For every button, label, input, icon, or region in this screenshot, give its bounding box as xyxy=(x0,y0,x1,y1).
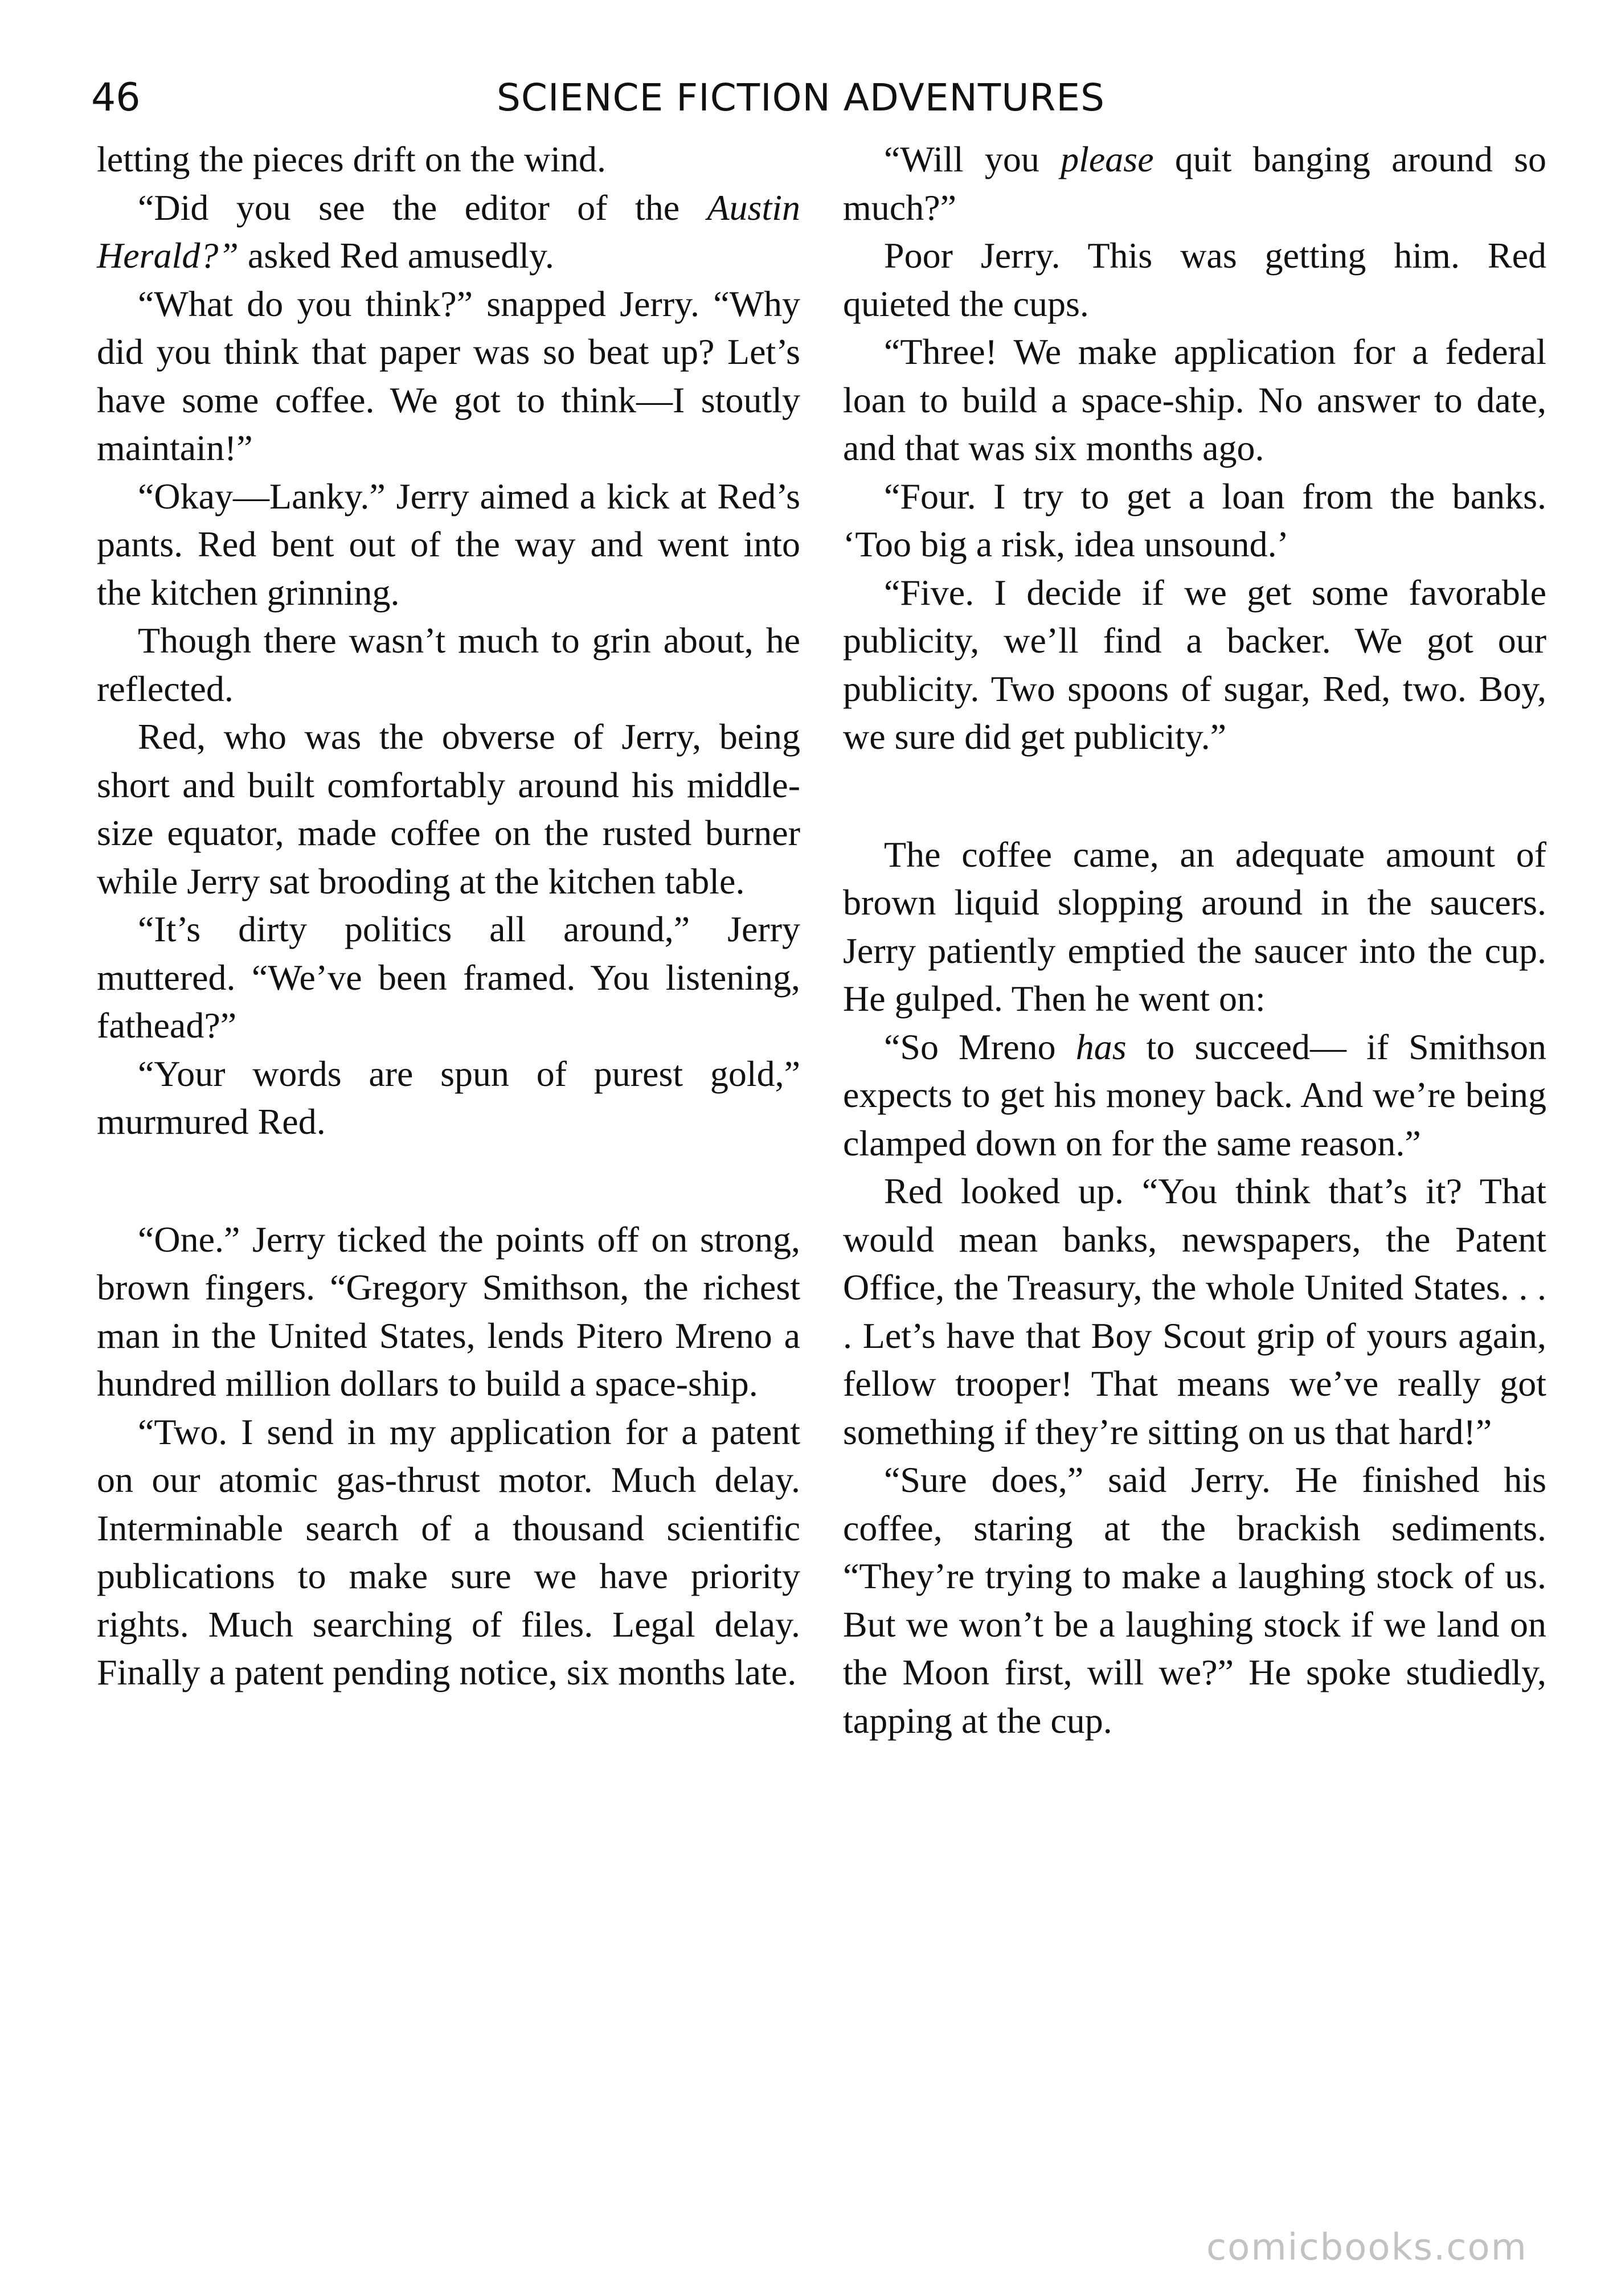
paragraph: “So Mreno has to succeed— if Smithson expects to get his money back. And we’re being clamped down on for the same reason.” xyxy=(843,1026,1547,1163)
paragraph: “Your words are spun of purest gold,” murmured Red. xyxy=(97,1053,800,1142)
paragraph: “Sure does,” said Jerry. He finished his coffee, staring at the brackish sediments. “They’re trying to make a laughing stock of us. But we won’t be a laughing stock if we land on the Moon first, will we?” He spoke studiedly, tapping at the cup. xyxy=(843,1459,1546,1741)
paragraph: letting the pieces drift on the wind. xyxy=(97,139,606,179)
paragraph: “It’s dirty politics all around,” Jerry muttered. “We’ve been framed. You listening, fathead?” xyxy=(97,909,800,1046)
paragraph: “Three! We make application for a federal loan to build a space-ship. No answer to date, and that was six months ago. xyxy=(843,331,1546,468)
page-number: 46 xyxy=(91,75,141,120)
paragraph: Though there wasn’t much to grin about, he reflected. xyxy=(97,620,800,709)
paragraph: Poor Jerry. This was getting him. Red quieted the cups. xyxy=(843,235,1546,324)
paragraph: Red, who was the obverse of Jerry, being short and built comfortably around his middle-size equator, made coffee on the rusted burner while Jerry sat brooding at the kitchen table. xyxy=(97,716,800,901)
paragraph: Red looked up. “You think that’s it? That would mean banks, newspapers, the Patent Office, the Treasury, the whole United States. . . . Let’s have that Boy Scout grip of yours again, fellow trooper! That means we’ve really got something if they’re sitting on us that hard!” xyxy=(843,1171,1546,1452)
paragraph: “Did you see the editor of the Austin Herald?” asked Red amusedly. xyxy=(97,187,800,276)
paragraph: “Two. I send in my application for a patent on our atomic gas-thrust motor. Much delay. Interminable search of a thousand scientific publications to make sure we have priority rights. Much searching of files. Legal delay. Finally a patent pending notice, six months late. xyxy=(97,1411,800,1692)
left-column xyxy=(97,136,800,1697)
paragraph: “Four. I try to get a loan from the banks. ‘Too big a risk, idea unsound.’ xyxy=(843,475,1546,564)
italic-text: please xyxy=(1061,139,1154,179)
paragraph: The coffee came, an adequate amount of brown liquid slopping around in the saucers. Jerry patiently emptied the saucer into the cup. He gulped. Then he went on: xyxy=(843,834,1546,1019)
paragraph: “Okay—Lanky.” Jerry aimed a kick at Red’s pants. Red bent out of the way and went into the kitchen grinning. xyxy=(97,475,800,613)
paragraph: “Will you please quit banging around so much?” xyxy=(843,139,1547,228)
paragraph: “What do you think?” snapped Jerry. “Why did you think that paper was so beat up? Let’s have some coffee. We got to think—I stoutly maintain!” xyxy=(97,283,800,468)
italic-text: Austin Herald?” xyxy=(97,187,800,276)
page-header xyxy=(85,64,1516,132)
paragraph: “Five. I decide if we get some favorable publicity, we’ll find a backer. We got our publicity. Two spoons of sugar, Red, two. Boy, we sure did get publicity.” xyxy=(843,572,1546,757)
right-column xyxy=(843,136,1546,1745)
italic-text: has xyxy=(1075,1026,1127,1067)
running-title: SCIENCE FICTION ADVENTURES xyxy=(497,76,1105,120)
watermark: comicbooks.com xyxy=(1206,2227,1528,2269)
paragraph: “One.” Jerry ticked the points off on strong, brown fingers. “Gregory Smithson, the richest man in the United States, lends Pitero Mreno a hundred million dollars to build a space-ship. xyxy=(97,1219,800,1404)
